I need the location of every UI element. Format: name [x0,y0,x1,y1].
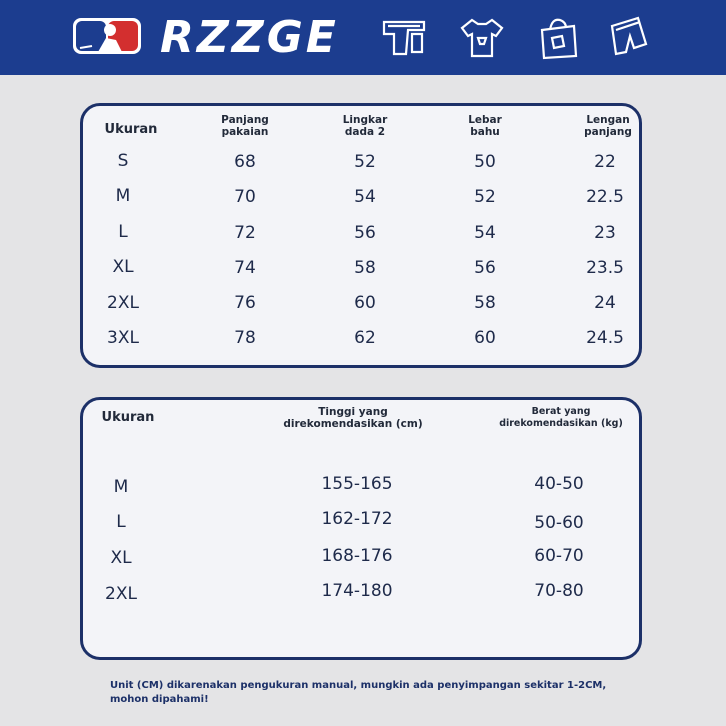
size-cell: 2XL [105,584,137,604]
col-header-line: panjang [584,126,632,138]
table-cell: 23 [594,223,616,243]
col-header-lingkar [335,114,395,138]
col-header-berat [493,406,629,430]
table-cell: 22 [594,152,616,172]
size-cell: 3XL [107,328,139,348]
table-cell: 60-70 [534,546,584,566]
table-cell: 72 [234,223,256,243]
table-cell: 155-165 [321,474,393,494]
table-cell: 24.5 [586,328,624,348]
shopping-bag-icon [532,12,584,62]
col-header-lengan [573,114,643,138]
brand-name: RZZGE [160,12,339,63]
shorts-icon [378,12,430,62]
size-cell: XL [112,257,134,277]
size-cell: M [115,186,131,206]
col-header-line: dada 2 [344,126,386,138]
table-cell: 24 [594,293,616,313]
table-cell: 23.5 [586,258,624,278]
col-header-ukuran: Ukuran [101,410,155,425]
col-header-line: Lebar [468,114,502,126]
table-cell: 56 [474,258,496,278]
recommendation-card [80,397,642,660]
col-header-panjang [215,114,275,138]
table-cell: 174-180 [321,581,393,601]
size-cell: L [118,222,128,242]
table-cell: 52 [354,152,376,172]
col-header-lebar [455,114,515,138]
col-header-line: Panjang [221,114,269,126]
col-header-line: Lengan [586,114,630,126]
shorts-alt-icon [604,12,656,62]
table-cell: 78 [234,328,256,348]
table-cell: 70-80 [534,581,584,601]
col-header-line: Berat yang [531,406,591,417]
brand-logo-icon [72,16,142,56]
tshirt-icon [456,12,508,62]
col-header-line: Lingkar [342,114,388,126]
table-cell: 54 [354,187,376,207]
col-header-line: bahu [470,126,500,138]
table-cell: 76 [234,293,256,313]
table-cell: 58 [354,258,376,278]
col-header-line: direkomendasikan (cm) [283,418,423,430]
table-cell: 54 [474,223,496,243]
size-cell: L [116,512,126,532]
table-cell: 56 [354,223,376,243]
size-cell: S [117,151,129,171]
table-cell: 60 [354,293,376,313]
table-cell: 70 [234,187,256,207]
table-cell: 60 [474,328,496,348]
table-cell: 40-50 [534,474,584,494]
brand-header [0,0,726,75]
col-header-line: pakaian [221,126,269,138]
size-cell: XL [110,548,132,568]
col-header-tinggi [278,406,428,430]
measurement-note: Unit (CM) dikarenakan pengukuran manual, mungkin ada penyimpangan sekitar 1-2CM, mohon dipahami! [110,680,607,705]
table-cell: 62 [354,328,376,348]
size-cell: 2XL [107,293,139,313]
col-header-line: Tinggi yang [318,406,388,418]
col-header-line: direkomendasikan (kg) [499,418,623,429]
size-cell: M [113,477,129,497]
table-cell: 162-172 [321,509,393,529]
table-cell: 58 [474,293,496,313]
col-header-ukuran: Ukuran [104,122,158,137]
table-cell: 74 [234,258,256,278]
table-cell: 52 [474,187,496,207]
table-cell: 50-60 [534,513,584,533]
table-cell: 68 [234,152,256,172]
table-cell: 168-176 [321,546,393,566]
table-cell: 50 [474,152,496,172]
size-chart-card [80,103,642,368]
table-cell: 22.5 [586,187,624,207]
